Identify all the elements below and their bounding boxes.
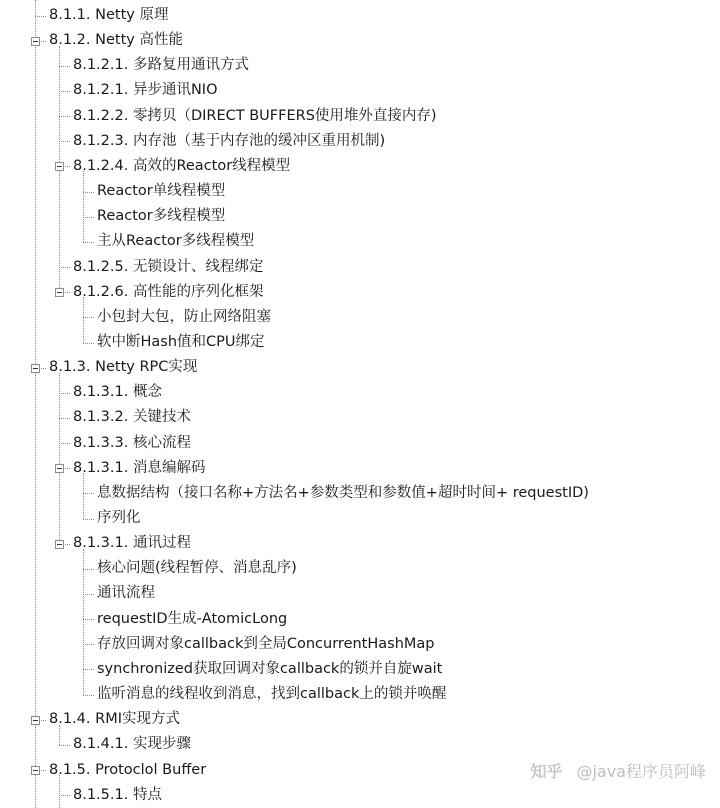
tree-connector bbox=[59, 141, 70, 142]
tree-node-label[interactable]: 8.1.3.1. 概念 bbox=[73, 384, 162, 401]
collapse-toggle-icon[interactable] bbox=[31, 766, 40, 775]
tree-node-label[interactable]: 核心问题(线程暂停、消息乱序) bbox=[97, 560, 297, 577]
tree-node-label[interactable]: 8.1.3.3. 核心流程 bbox=[73, 434, 191, 451]
tree-connector bbox=[59, 418, 70, 419]
tree-node-label[interactable]: 8.1.2.3. 内存池（基于内存池的缓冲区重用机制) bbox=[73, 132, 386, 149]
tree-node-label[interactable]: 存放回调对象callback到全局ConcurrentHashMap bbox=[97, 635, 435, 652]
tree-connector bbox=[83, 569, 94, 570]
tree-guide-line bbox=[83, 549, 84, 695]
tree-connector bbox=[59, 795, 70, 796]
tree-node-label[interactable]: 主从Reactor多线程模型 bbox=[97, 233, 255, 250]
tree-connector bbox=[59, 66, 70, 67]
collapse-toggle-icon[interactable] bbox=[55, 162, 64, 171]
tree-connector bbox=[83, 217, 94, 218]
watermark bbox=[530, 759, 706, 782]
tree-node-label[interactable]: 8.1.3.1. 消息编解码 bbox=[73, 459, 206, 476]
tree-guide-line bbox=[59, 373, 60, 544]
tree-node-label[interactable]: 8.1.2.5. 无锁设计、线程绑定 bbox=[73, 258, 264, 275]
tree-connector bbox=[83, 317, 94, 318]
tree-guide-line bbox=[83, 171, 84, 242]
tree-connector bbox=[83, 594, 94, 595]
tree-connector bbox=[83, 493, 94, 494]
tree-node-label[interactable]: 8.1.2.1. 异步通讯NIO bbox=[73, 82, 218, 99]
tree-node-label[interactable]: 8.1.1. Netty 原理 bbox=[49, 7, 169, 23]
tree-connector bbox=[83, 192, 94, 193]
tree-connector bbox=[83, 519, 94, 520]
tree-node-label[interactable]: 通讯流程 bbox=[97, 585, 155, 602]
tree-node-label[interactable]: 8.1.2.6. 高性能的序列化框架 bbox=[73, 283, 264, 300]
tree-node-label[interactable]: 8.1.2.2. 零拷贝（DIRECT BUFFERS使用堆外直接内存) bbox=[73, 107, 437, 124]
tree-node-label[interactable]: 软中断Hash值和CPU绑定 bbox=[97, 333, 265, 350]
tree-connector bbox=[83, 619, 94, 620]
watermark-logo: 知乎 bbox=[530, 762, 563, 781]
tree-node-label[interactable]: 序列化 bbox=[97, 510, 141, 526]
tree-connector bbox=[59, 745, 70, 746]
tree-node-label[interactable]: 8.1.2.4. 高效的Reactor线程模型 bbox=[73, 157, 291, 174]
tree-guide-line bbox=[35, 0, 36, 808]
tree-node-label[interactable]: 8.1.5.1. 特点 bbox=[73, 786, 162, 803]
tree-node-label[interactable]: Reactor多线程模型 bbox=[97, 208, 226, 225]
tree-node-label[interactable]: 8.1.5. Protoclol Buffer bbox=[49, 761, 207, 778]
tree-node-label[interactable]: 8.1.3.2. 关键技术 bbox=[73, 409, 191, 426]
tree-node-label[interactable]: 小包封大包，防止网络阻塞 bbox=[97, 308, 271, 325]
tree-connector bbox=[83, 669, 94, 670]
tree-node-label[interactable]: 监听消息的线程收到消息，找到callback上的锁并唤醒 bbox=[97, 686, 447, 703]
tree-node-label[interactable]: 8.1.4. RMI实现方式 bbox=[49, 711, 180, 728]
tree-node-label[interactable]: 8.1.3.1. 通讯过程 bbox=[73, 535, 191, 552]
watermark-text: @java程序员阿峰 bbox=[576, 762, 706, 781]
tree-node-label[interactable]: synchronized获取回调对象callback的锁并自旋wait bbox=[97, 660, 443, 677]
tree-connector bbox=[83, 343, 94, 344]
tree-node-label[interactable]: Reactor单线程模型 bbox=[97, 183, 226, 200]
tree-node-label[interactable]: 8.1.4.1. 实现步骤 bbox=[73, 736, 191, 753]
tree-node-label[interactable]: 8.1.2.1. 多路复用通讯方式 bbox=[73, 57, 249, 74]
tree-connector bbox=[59, 393, 70, 394]
tree-node-label[interactable]: 8.1.3. Netty RPC实现 bbox=[49, 359, 198, 376]
tree-connector bbox=[59, 91, 70, 92]
tree-connector bbox=[83, 242, 94, 243]
tree-connector bbox=[83, 695, 94, 696]
tree-connector bbox=[35, 16, 46, 17]
tree-connector bbox=[59, 267, 70, 268]
tree-connector bbox=[59, 443, 70, 444]
collapse-toggle-icon[interactable] bbox=[55, 464, 64, 473]
collapse-toggle-icon[interactable] bbox=[31, 37, 40, 46]
collapse-toggle-icon[interactable] bbox=[31, 364, 40, 373]
tree-node-label[interactable]: requestID生成-AtomicLong bbox=[97, 610, 288, 627]
collapse-toggle-icon[interactable] bbox=[31, 716, 40, 725]
collapse-toggle-icon[interactable] bbox=[55, 288, 64, 297]
tree-connector bbox=[83, 644, 94, 645]
tree-node-label[interactable]: 8.1.2. Netty 高性能 bbox=[49, 32, 183, 49]
tree-connector bbox=[59, 116, 70, 117]
tree-node-label[interactable]: 息数据结构（接口名称+方法名+参数类型和参数值+超时时间+ requestID) bbox=[97, 484, 589, 501]
collapse-toggle-icon[interactable] bbox=[55, 540, 64, 549]
